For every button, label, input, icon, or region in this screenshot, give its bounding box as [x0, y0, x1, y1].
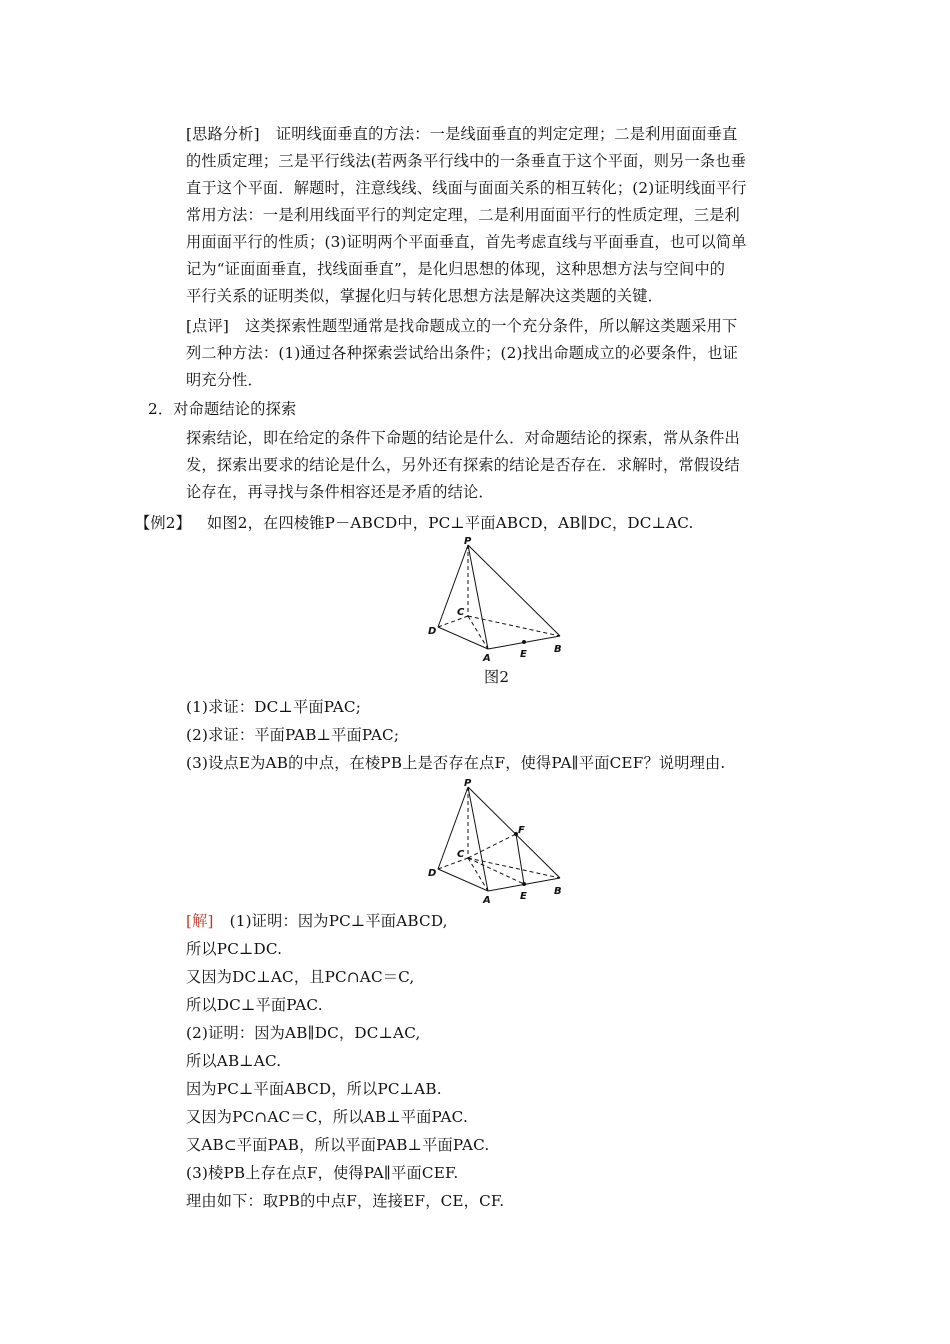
solution-line-1: [解] (1)证明：因为PC⊥平面ABCD, [186, 912, 448, 930]
solution-line-8: 又因为PC∩AC＝C，所以AB⊥平面PAC. [186, 1108, 468, 1126]
question-2: (2)求证：平面PAB⊥平面PAC; [186, 726, 400, 744]
analysis-line-6: 记为“证面面垂直，找线面垂直”，是化归思想的体现，这种思想方法与空间中的 [186, 260, 726, 278]
solution-line-2: 所以PC⊥DC. [186, 940, 283, 958]
fig1-label-E: E [520, 649, 527, 660]
example-statement: 如图2，在四棱锥P－ABCD中，PC⊥平面ABCD，AB∥DC，DC⊥AC. [207, 514, 694, 532]
solution-line-11: 理由如下：取PB的中点F，连接EF，CE，CF. [186, 1192, 505, 1210]
fig2-label-E: E [520, 891, 527, 902]
solution-line-9: 又AB⊂平面PAB，所以平面PAB⊥平面PAC. [186, 1136, 490, 1154]
solution-line-10: (3)棱PB上存在点F，使得PA∥平面CEF. [186, 1164, 459, 1182]
fig1-label-D: D [428, 626, 437, 637]
comment-line-2: 列二种方法：(1)通过各种探索尝试给出条件；(2)找出命题成立的必要条件，也证 [186, 344, 739, 362]
solution-line-6: 所以AB⊥AC. [186, 1052, 282, 1070]
fig1-label-C: C [457, 607, 465, 618]
fig2-label-A: A [483, 895, 491, 906]
fig1-label-P: P [464, 536, 472, 547]
section-line-1: 探索结论，即在给定的条件下命题的结论是什么．对命题结论的探索，常从条件出 [186, 429, 740, 447]
section-line-3: 论存在，再寻找与条件相容还是矛盾的结论． [186, 483, 494, 501]
fig2-label-P: P [464, 778, 472, 789]
example-tag: 【例2】 [135, 514, 192, 532]
analysis-line-7: 平行关系的证明类似，掌握化归与转化思想方法是解决这类题的关键． [186, 287, 664, 305]
fig1-label-A: A [483, 653, 491, 664]
question-1: (1)求证：DC⊥平面PAC; [186, 698, 362, 716]
analysis-tag: [思路分析] [186, 125, 260, 143]
solution-line-5: (2)证明：因为AB∥DC，DC⊥AC, [186, 1024, 421, 1042]
section-line-2: 发，探索出要求的结论是什么，另外还有探索的结论是否存在．求解时，常假设结 [186, 456, 740, 474]
solution-line-7: 因为PC⊥平面ABCD，所以PC⊥AB. [186, 1080, 442, 1098]
question-3: (3)设点E为AB的中点，在棱PB上是否存在点F，使得PA∥平面CEF？说明理由. [186, 754, 726, 772]
comment-line-1: [点评] 这类探索性题型通常是找命题成立的一个充分条件，所以解这类题采用下 [186, 317, 738, 335]
section-heading: 2．对命题结论的探索 [148, 400, 297, 418]
comment-tag: [点评] [186, 317, 230, 335]
comment-line-3: 明充分性． [186, 371, 263, 389]
fig1-label-B: B [554, 644, 562, 655]
solution-line-3: 又因为DC⊥AC，且PC∩AC＝C, [186, 968, 415, 986]
fig2-label-D: D [428, 868, 437, 879]
fig2-label-B: B [554, 886, 562, 897]
solution-tag: [解] [186, 912, 214, 930]
analysis-line-3: 直于这个平面．解题时，注意线线、线面与面面关系的相互转化；(2)证明线面平行 [186, 179, 747, 197]
example-statement-line [135, 513, 694, 533]
solution-line-4: 所以DC⊥平面PAC. [186, 996, 323, 1014]
analysis-line-5: 用面面平行的性质；(3)证明两个平面垂直，首先考虑直线与平面垂直，也可以简单 [186, 233, 747, 251]
pyramid-figure-1 [420, 535, 580, 665]
fig2-label-F: F [518, 825, 525, 836]
fig2-label-C: C [457, 849, 465, 860]
analysis-line-4: 常用方法：一是利用线面平行的判定定理，二是利用面面平行的性质定理，三是利 [186, 206, 740, 224]
analysis-line-2: 的性质定理；三是平行线法(若两条平行线中的一条垂直于这个平面，则另一条也垂 [186, 152, 747, 170]
figure-caption: 图2 [484, 668, 510, 686]
analysis-line-1: [思路分析] 证明线面垂直的方法：一是线面垂直的判定定理；二是利用面面垂直 [186, 125, 738, 143]
pyramid-figure-2 [420, 777, 580, 907]
